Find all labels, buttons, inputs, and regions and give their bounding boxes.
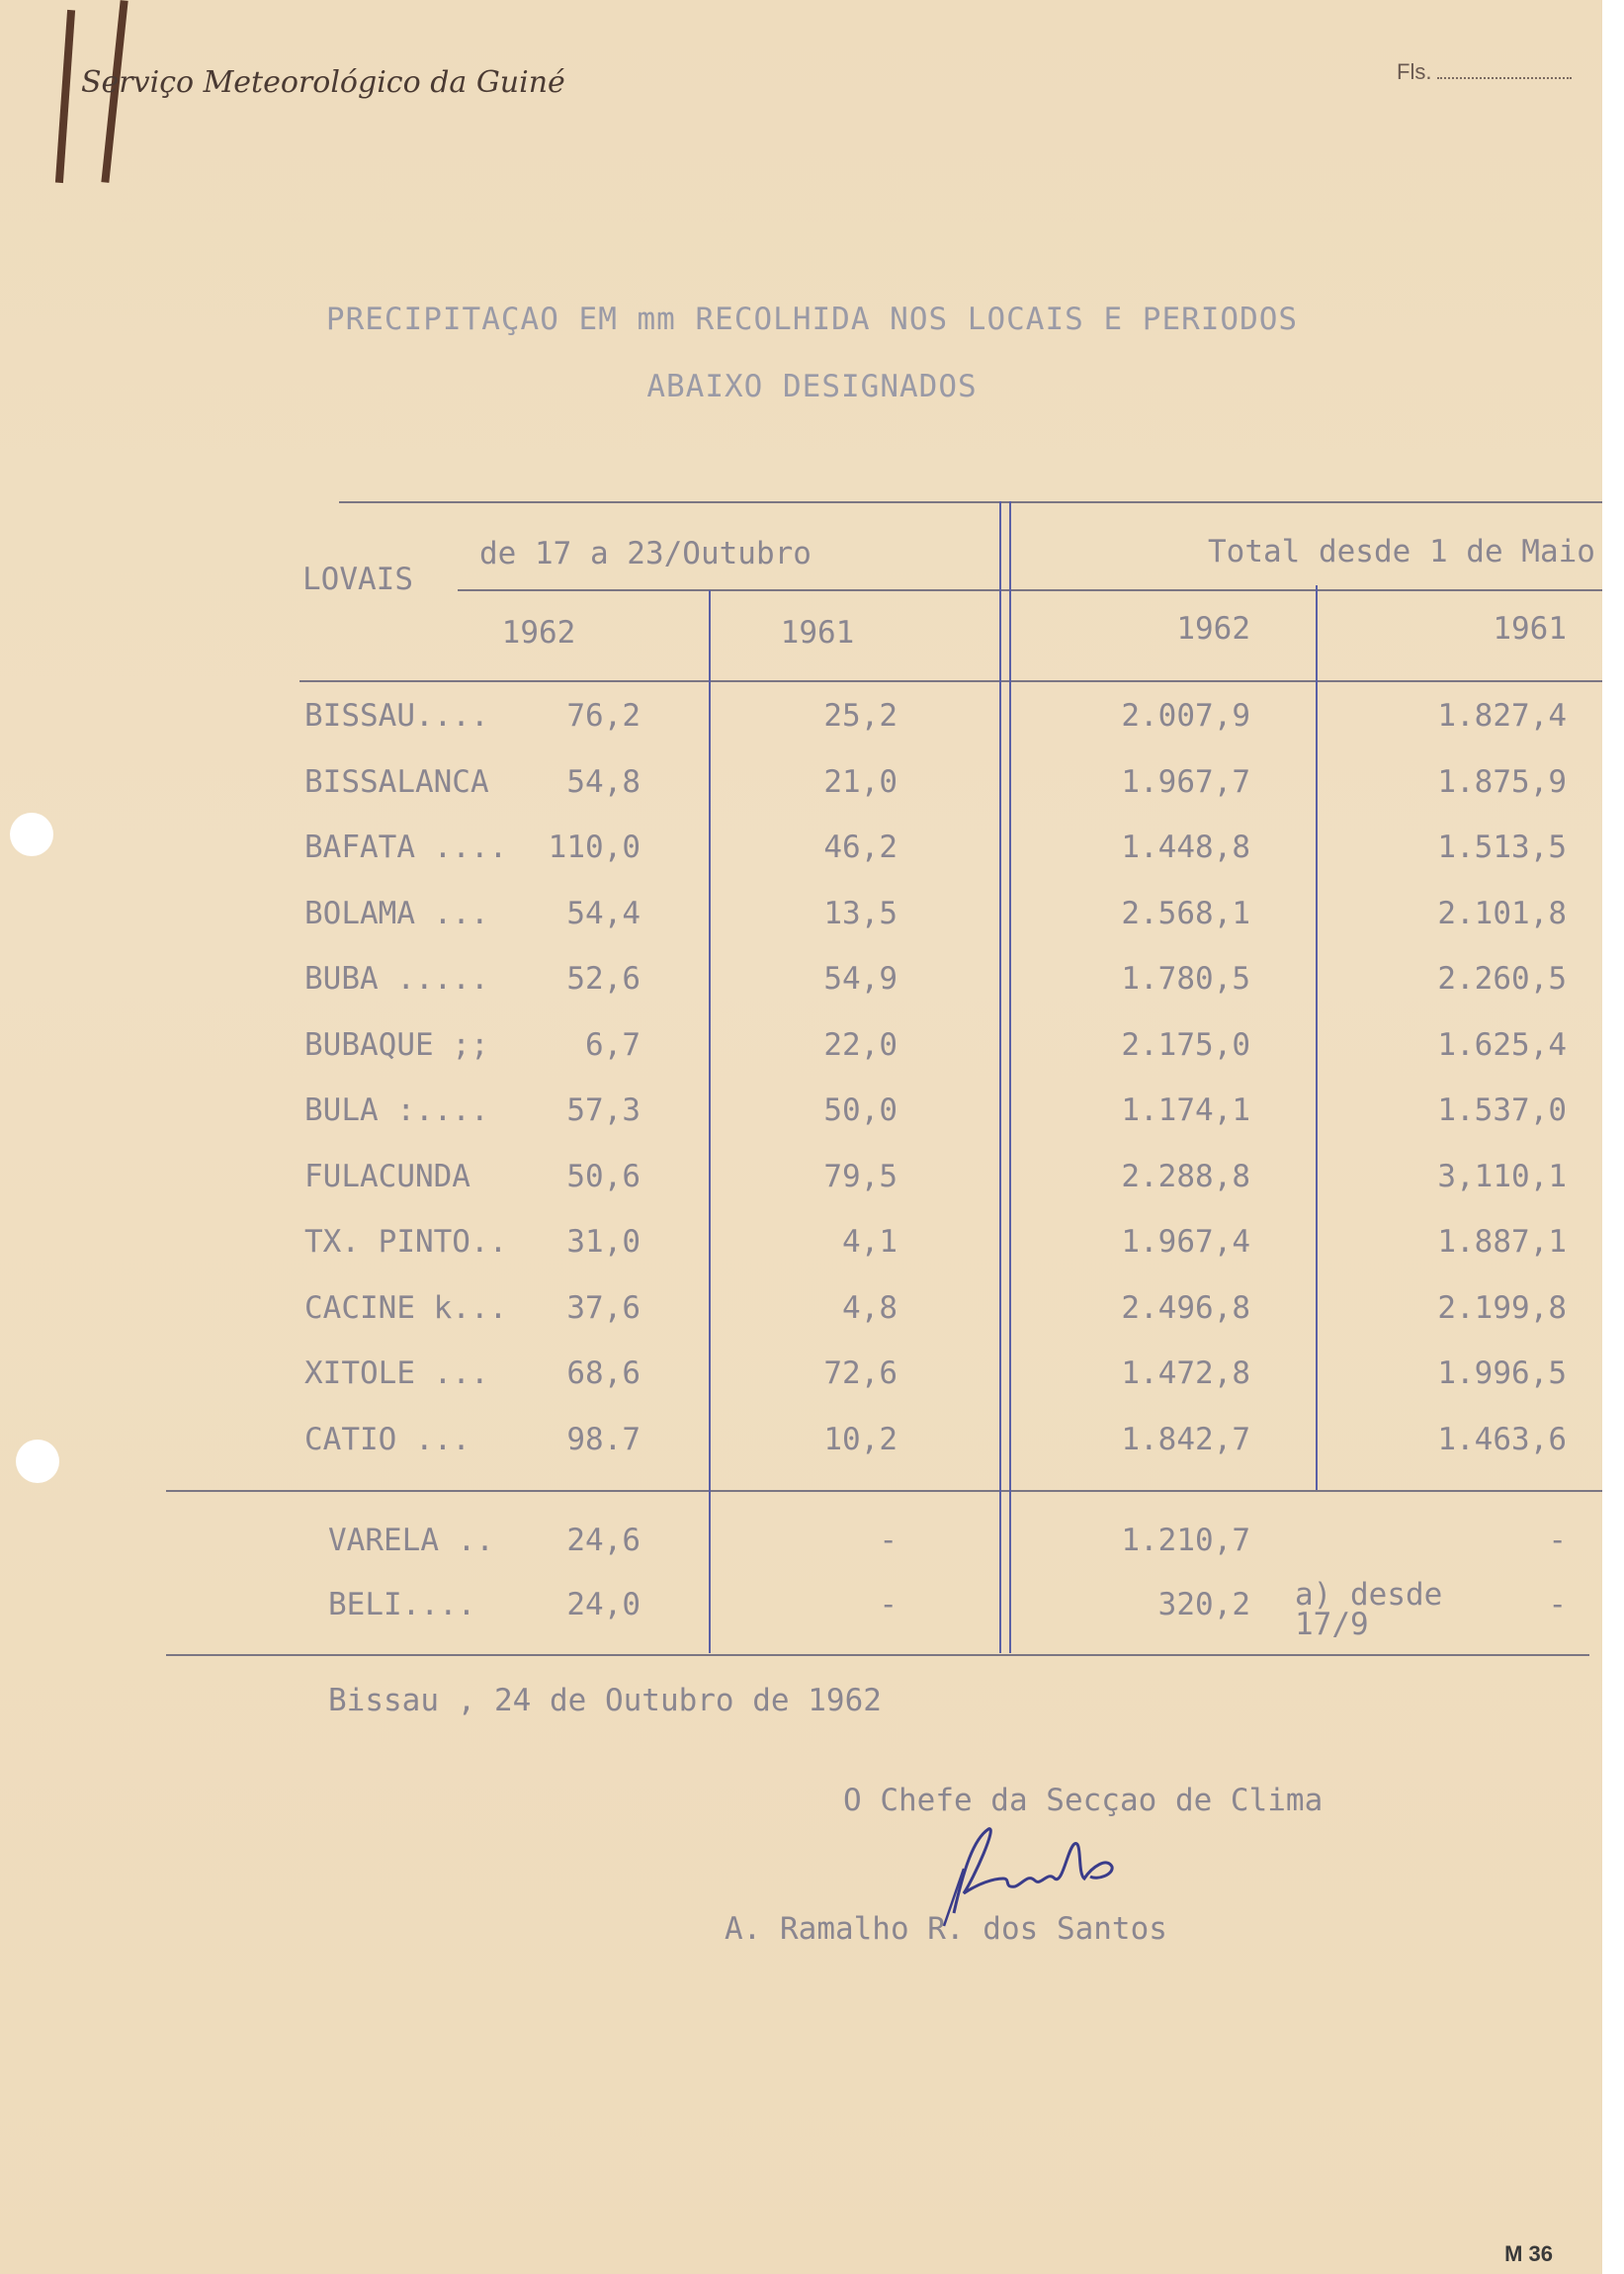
- row-station: BUBA .....: [304, 961, 489, 997]
- year-header: 1962: [1176, 611, 1250, 647]
- row-total-1962: 2.288,8: [1121, 1158, 1250, 1194]
- row-total-1962: 2.496,8: [1121, 1289, 1250, 1326]
- row-total-1961: 1.875,9: [1437, 763, 1567, 800]
- row-total-1962: 1.174,1: [1121, 1093, 1250, 1128]
- row-week-1961: 50,0: [823, 1093, 897, 1128]
- row-station: CACINE k...: [304, 1289, 508, 1326]
- row-total-1961: 2.260,5: [1437, 961, 1567, 997]
- period-header: de 17 a 23/Outubro: [479, 536, 812, 571]
- row-total-1961: 1.996,5: [1437, 1356, 1567, 1391]
- letterhead: Serviço Meteorológico da Guiné: [81, 65, 565, 100]
- row-total-1962: 320,2: [1157, 1587, 1250, 1622]
- punch-hole: [16, 1440, 59, 1483]
- punch-hole: [10, 813, 53, 856]
- row-total-1961: -: [1548, 1523, 1567, 1558]
- row-week-1961: 4,1: [842, 1224, 897, 1260]
- row-week-1962: 24,6: [566, 1523, 641, 1558]
- row-station: BAFATA ....: [304, 830, 508, 865]
- ink-stroke-mark: [55, 10, 75, 183]
- row-week-1961: 54,9: [823, 961, 897, 997]
- header-bottom-rule: [299, 680, 1602, 682]
- locais-header: LOVAIS: [302, 562, 413, 597]
- year-header: 1961: [780, 615, 855, 651]
- folio-label: Fls.: [1397, 59, 1432, 84]
- row-week-1961: 4,8: [842, 1289, 897, 1326]
- row-week-1962: 98.7: [566, 1421, 641, 1457]
- row-total-1962: 1.842,7: [1121, 1421, 1250, 1457]
- row-total-1961: 1.463,6: [1437, 1421, 1567, 1457]
- row-week-1962: 6,7: [585, 1026, 641, 1063]
- row-total-1962: 2.175,0: [1121, 1026, 1250, 1063]
- row-week-1962: 37,6: [566, 1289, 641, 1326]
- row-week-1962: 31,0: [566, 1224, 641, 1260]
- row-total-1961: 2.101,8: [1437, 895, 1567, 931]
- year-header: 1962: [501, 615, 576, 651]
- document-subtitle: ABAIXO DESIGNADOS: [646, 369, 978, 404]
- row-station: BULA :....: [304, 1093, 489, 1128]
- row-total-1961: 1.887,1: [1437, 1224, 1567, 1260]
- table-bottom-rule: [166, 1654, 1589, 1656]
- signatory-role: O Chefe da Secçao de Clima: [843, 1783, 1324, 1818]
- row-week-1961: 22,0: [823, 1026, 897, 1063]
- column-divider: [999, 501, 1001, 1653]
- folio-dotted-line: [1437, 59, 1572, 79]
- row-total-1961: 1.625,4: [1437, 1026, 1567, 1063]
- row-station: BISSALANCA: [304, 763, 489, 800]
- row-total-1962: 1.210,7: [1121, 1523, 1250, 1558]
- row-week-1962: 110,0: [548, 830, 641, 865]
- row-total-1962: 1.967,4: [1121, 1224, 1250, 1260]
- row-week-1962: 52,6: [566, 961, 641, 997]
- row-station: VARELA ..: [328, 1523, 494, 1558]
- row-week-1962: 50,6: [566, 1158, 641, 1194]
- row-total-1961: -: [1548, 1587, 1567, 1622]
- row-station: BUBAQUE ;;: [304, 1026, 489, 1063]
- row-total-1962: 1.967,7: [1121, 763, 1250, 800]
- document-title: PRECIPITAÇAO EM mm RECOLHIDA NOS LOCAIS E PERIODOS: [325, 302, 1299, 337]
- row-total-1962: 1.472,8: [1121, 1356, 1250, 1391]
- row-station: TX. PINTO..: [304, 1224, 508, 1260]
- row-week-1961: 10,2: [823, 1421, 897, 1457]
- row-total-1962: 1.780,5: [1121, 961, 1250, 997]
- row-note: a) desde 17/9: [1295, 1577, 1443, 1642]
- total-header: Total desde 1 de Maio: [1208, 534, 1595, 569]
- year-header: 1961: [1493, 611, 1567, 647]
- extra-rows-rule: [166, 1490, 1602, 1492]
- place-date: Bissau , 24 de Outubro de 1962: [328, 1683, 882, 1718]
- row-total-1962: 2.007,9: [1121, 698, 1250, 734]
- row-total-1961: 1.537,0: [1437, 1093, 1567, 1128]
- row-week-1961: 46,2: [823, 830, 897, 865]
- row-week-1961: -: [879, 1587, 897, 1622]
- column-divider: [1316, 585, 1318, 1490]
- signature-scribble: [904, 1809, 1161, 1928]
- row-total-1961: 3,110,1: [1437, 1158, 1567, 1194]
- row-total-1961: 2.199,8: [1437, 1289, 1567, 1326]
- row-week-1961: 72,6: [823, 1356, 897, 1391]
- header-period-rule: [458, 589, 1602, 591]
- row-week-1961: 79,5: [823, 1158, 897, 1194]
- table-top-rule: [339, 501, 1602, 503]
- row-week-1961: 13,5: [823, 895, 897, 931]
- page-edge: [1602, 0, 1624, 2274]
- column-divider: [1009, 501, 1011, 1653]
- row-week-1961: 25,2: [823, 698, 897, 734]
- row-week-1962: 54,8: [566, 763, 641, 800]
- row-total-1962: 2.568,1: [1121, 895, 1250, 931]
- row-station: BOLAMA ...: [304, 895, 489, 931]
- column-divider: [709, 590, 711, 1653]
- row-station: BISSAU....: [304, 698, 489, 734]
- row-station: XITOLE ...: [304, 1356, 489, 1391]
- row-week-1962: 24,0: [566, 1587, 641, 1622]
- row-total-1961: 1.827,4: [1437, 698, 1567, 734]
- row-week-1962: 76,2: [566, 698, 641, 734]
- row-station: BELI....: [328, 1587, 476, 1622]
- row-station: CATIO ...: [304, 1421, 470, 1457]
- page-code: M 36: [1504, 2241, 1553, 2266]
- row-week-1961: -: [879, 1523, 897, 1558]
- row-week-1961: 21,0: [823, 763, 897, 800]
- signatory-name: A. Ramalho R. dos Santos: [725, 1911, 1167, 1947]
- row-week-1962: 54,4: [566, 895, 641, 931]
- folio-field: [1397, 59, 1572, 85]
- row-total-1962: 1.448,8: [1121, 830, 1250, 865]
- row-total-1961: 1.513,5: [1437, 830, 1567, 865]
- row-station: FULACUNDA: [304, 1158, 470, 1194]
- row-week-1962: 57,3: [566, 1093, 641, 1128]
- row-week-1962: 68,6: [566, 1356, 641, 1391]
